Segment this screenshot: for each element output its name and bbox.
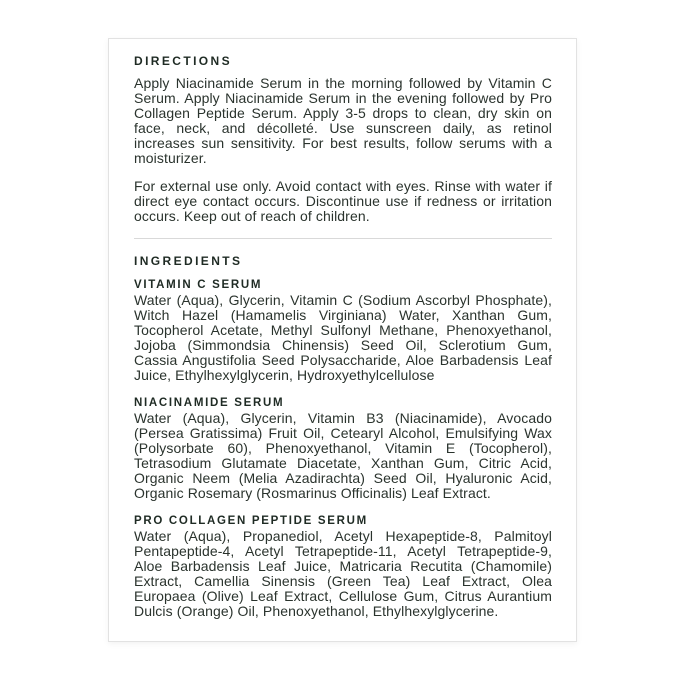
directions-application-paragraph: Apply Niacinamide Serum in the morning followed by Vitamin C Serum. Apply Niacinamide Serum in the evening followed by Pro Collagen Peptide Serum. Apply 3-5 drops to clean, dry skin on face, neck, and décolleté. Use sunscreen daily, as retinol increases sun sensitivity. For best results, follow serums with a moisturizer. [134,75,552,166]
vitamin-c-serum-ingredients: Water (Aqua), Glycerin, Vitamin C (Sodium Ascorbyl Phosphate), Witch Hazel (Hamamelis Virginiana) Water, Xanthan Gum, Tocopherol Acetate, Methyl Sulfonyl Methane, Phenoxyethanol, Jojoba (Simmondsia Chinensis) Seed Oil, Sclerotium Gum, Cassia Angustifolia Seed Polysaccharide, Aloe Barbadensis Leaf Juice, Ethylhexylglycerin, Hydroxyethylcellulose [134,292,552,383]
vitamin-c-serum-name: VITAMIN C SERUM [134,279,263,291]
pro-collagen-peptide-serum-ingredients: Water (Aqua), Propanediol, Acetyl Hexapeptide-8, Palmitoyl Pentapeptide-4, Acetyl Tetrapeptide-11, Acetyl Tetrapeptide-9, Aloe Barbadensis Leaf Juice, Matricaria Recutita (Chamomile) Extract, Camellia Sinensis (Green Tea) Leaf Extract, Olea Europaea (Olive) Leaf Extract, Cellulose Gum, Citrus Aurantium Dulcis (Orange) Oil, Phenoxyethanol, Ethylhexylglycerine. [134,528,552,619]
ingredients-heading: INGREDIENTS [134,254,243,268]
ingredient-section-pro-collagen [134,514,552,619]
pro-collagen-peptide-serum-name: PRO COLLAGEN PEPTIDE SERUM [134,515,368,527]
niacinamide-serum-ingredients: Water (Aqua), Glycerin, Vitamin B3 (Niacinamide), Avocado (Persea Gratissima) Fruit Oil, Cetearyl Alcohol, Emulsifying Wax (Polysorbate 60), Phenoxyethanol, Vitamin E (Tocopherol), Tetrasodium Glutamate Diacetate, Xanthan Gum, Citric Acid, Organic Neem (Melia Azadirachta) Seed Oil, Hyaluronic Acid, Organic Rosemary (Rosmarinus Officinalis) Leaf Extract. [134,410,552,501]
directions-heading: DIRECTIONS [134,54,233,68]
ingredient-section-niacinamide [134,396,552,501]
section-divider [134,238,552,239]
niacinamide-serum-name: NIACINAMIDE SERUM [134,397,285,409]
directions-warnings-paragraph: For external use only. Avoid contact with eyes. Rinse with water if direct eye contact occurs. Discontinue use if redness or irritation occurs. Keep out of reach of children. [134,178,552,224]
ingredient-section-vitamin-c [134,278,552,383]
product-label-card [108,38,577,642]
